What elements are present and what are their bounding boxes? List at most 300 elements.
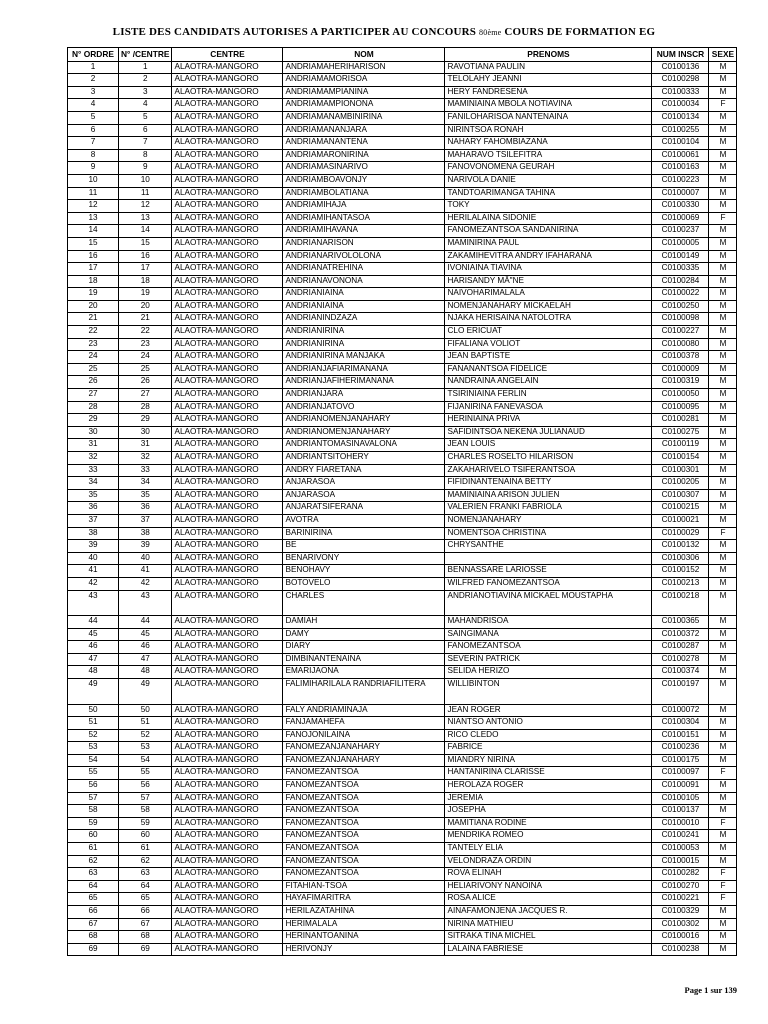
cell-n-ordre: 14 bbox=[68, 225, 119, 238]
cell-n-centre: 59 bbox=[119, 817, 172, 830]
cell-n-centre: 68 bbox=[119, 931, 172, 944]
cell-nom: HERINANTOANINA bbox=[283, 931, 445, 944]
table-row bbox=[68, 767, 737, 780]
table-row bbox=[68, 780, 737, 793]
cell-n-centre: 27 bbox=[119, 389, 172, 402]
cell-num-inscr: C0100034 bbox=[652, 99, 709, 112]
cell-centre: ALAOTRA-MANGORO bbox=[172, 288, 283, 301]
cell-prenoms: TELOLAHY JEANNI bbox=[445, 74, 652, 87]
cell-num-inscr: C0100152 bbox=[652, 565, 709, 578]
table-row bbox=[68, 565, 737, 578]
cell-sexe: M bbox=[709, 514, 737, 527]
table-row bbox=[68, 628, 737, 641]
cell-num-inscr: C0100307 bbox=[652, 489, 709, 502]
cell-centre: ALAOTRA-MANGORO bbox=[172, 376, 283, 389]
cell-n-centre: 10 bbox=[119, 174, 172, 187]
cell-nom: FANOMEZANTSOA bbox=[283, 792, 445, 805]
cell-n-centre: 1 bbox=[119, 61, 172, 74]
page-number: Page 1 sur 139 bbox=[684, 985, 737, 995]
table-row bbox=[68, 263, 737, 276]
cell-n-ordre: 56 bbox=[68, 780, 119, 793]
table-row bbox=[68, 704, 737, 717]
cell-n-ordre: 63 bbox=[68, 868, 119, 881]
cell-nom: FANOMEZANTSOA bbox=[283, 868, 445, 881]
cell-sexe: M bbox=[709, 540, 737, 553]
cell-sexe: M bbox=[709, 452, 737, 465]
cell-centre: ALAOTRA-MANGORO bbox=[172, 893, 283, 906]
cell-n-ordre: 26 bbox=[68, 376, 119, 389]
cell-nom: ANDRIANAVONONA bbox=[283, 275, 445, 288]
cell-prenoms: NARIVOLA DANIE bbox=[445, 174, 652, 187]
cell-nom: ANDRIAMIHAVANA bbox=[283, 225, 445, 238]
cell-num-inscr: C0100281 bbox=[652, 414, 709, 427]
cell-sexe: M bbox=[709, 313, 737, 326]
cell-nom: ANDRIANOMENJANAHARY bbox=[283, 414, 445, 427]
table-row bbox=[68, 489, 737, 502]
cell-prenoms: NOMENTSOA CHRISTINA bbox=[445, 527, 652, 540]
cell-nom: DIARY bbox=[283, 641, 445, 654]
cell-sexe: M bbox=[709, 666, 737, 679]
cell-prenoms: FANOVONOMENA GEURAH bbox=[445, 162, 652, 175]
cell-n-ordre: 18 bbox=[68, 275, 119, 288]
cell-centre: ALAOTRA-MANGORO bbox=[172, 514, 283, 527]
cell-nom: FANOMEZANJANAHARY bbox=[283, 754, 445, 767]
cell-n-ordre: 50 bbox=[68, 704, 119, 717]
cell-centre: ALAOTRA-MANGORO bbox=[172, 830, 283, 843]
cell-centre: ALAOTRA-MANGORO bbox=[172, 931, 283, 944]
table-row bbox=[68, 868, 737, 881]
cell-prenoms: TANDTOARIMANGA TAHINA bbox=[445, 187, 652, 200]
table-row bbox=[68, 225, 737, 238]
cell-nom: ANDRIANIAINA bbox=[283, 300, 445, 313]
cell-centre: ALAOTRA-MANGORO bbox=[172, 137, 283, 150]
cell-n-centre: 3 bbox=[119, 86, 172, 99]
cell-prenoms: JEAN BAPTISTE bbox=[445, 351, 652, 364]
cell-prenoms: TOKY bbox=[445, 200, 652, 213]
cell-sexe: M bbox=[709, 351, 737, 364]
cell-nom: FANJAMAHEFA bbox=[283, 717, 445, 730]
cell-centre: ALAOTRA-MANGORO bbox=[172, 792, 283, 805]
cell-n-ordre: 65 bbox=[68, 893, 119, 906]
cell-sexe: M bbox=[709, 376, 737, 389]
cell-n-centre: 37 bbox=[119, 514, 172, 527]
table-row bbox=[68, 464, 737, 477]
cell-sexe: M bbox=[709, 137, 737, 150]
table-row bbox=[68, 338, 737, 351]
cell-n-ordre: 33 bbox=[68, 464, 119, 477]
cell-num-inscr: C0100227 bbox=[652, 326, 709, 339]
cell-centre: ALAOTRA-MANGORO bbox=[172, 187, 283, 200]
table-row bbox=[68, 552, 737, 565]
cell-n-centre: 54 bbox=[119, 754, 172, 767]
cell-centre: ALAOTRA-MANGORO bbox=[172, 250, 283, 263]
table-row bbox=[68, 817, 737, 830]
cell-prenoms: NIRINTSOA RONAH bbox=[445, 124, 652, 137]
cell-nom: ANDRIANJAFIARIMANANA bbox=[283, 363, 445, 376]
cell-num-inscr: C0100218 bbox=[652, 590, 709, 616]
cell-num-inscr: C0100050 bbox=[652, 389, 709, 402]
table-row bbox=[68, 414, 737, 427]
cell-n-centre: 67 bbox=[119, 918, 172, 931]
cell-sexe: M bbox=[709, 843, 737, 856]
cell-sexe: M bbox=[709, 565, 737, 578]
cell-sexe: M bbox=[709, 86, 737, 99]
cell-n-ordre: 17 bbox=[68, 263, 119, 276]
cell-prenoms: TSIRINIAINA FERLIN bbox=[445, 389, 652, 402]
cell-sexe: M bbox=[709, 250, 737, 263]
table-row bbox=[68, 111, 737, 124]
cell-n-ordre: 38 bbox=[68, 527, 119, 540]
cell-sexe: F bbox=[709, 868, 737, 881]
cell-num-inscr: C0100365 bbox=[652, 616, 709, 629]
cell-nom: BE bbox=[283, 540, 445, 553]
cell-n-centre: 8 bbox=[119, 149, 172, 162]
cell-prenoms: FIFIDINANTENAINA BETTY bbox=[445, 477, 652, 490]
table-row bbox=[68, 61, 737, 74]
table-body bbox=[68, 61, 737, 956]
cell-nom: ANDRIAMARONIRINA bbox=[283, 149, 445, 162]
cell-sexe: M bbox=[709, 616, 737, 629]
cell-n-centre: 5 bbox=[119, 111, 172, 124]
cell-nom: ANJARASOA bbox=[283, 489, 445, 502]
cell-sexe: M bbox=[709, 74, 737, 87]
cell-n-centre: 11 bbox=[119, 187, 172, 200]
cell-prenoms: CLO ERICUAT bbox=[445, 326, 652, 339]
cell-num-inscr: C0100015 bbox=[652, 855, 709, 868]
cell-num-inscr: C0100105 bbox=[652, 792, 709, 805]
cell-prenoms: FANOMEZANTSOA SANDANIRINA bbox=[445, 225, 652, 238]
cell-prenoms: SEVERIN PATRICK bbox=[445, 653, 652, 666]
cell-n-ordre: 24 bbox=[68, 351, 119, 364]
cell-prenoms: NANDRAINA ANGELAIN bbox=[445, 376, 652, 389]
cell-n-centre: 17 bbox=[119, 263, 172, 276]
header-num-inscr: NUM INSCR bbox=[652, 48, 709, 62]
cell-sexe: F bbox=[709, 527, 737, 540]
cell-nom: FALY ANDRIAMINAJA bbox=[283, 704, 445, 717]
cell-n-centre: 52 bbox=[119, 729, 172, 742]
cell-num-inscr: C0100238 bbox=[652, 943, 709, 956]
cell-n-centre: 30 bbox=[119, 426, 172, 439]
cell-prenoms: ROVA ELINAH bbox=[445, 868, 652, 881]
cell-num-inscr: C0100278 bbox=[652, 653, 709, 666]
cell-centre: ALAOTRA-MANGORO bbox=[172, 389, 283, 402]
cell-n-ordre: 54 bbox=[68, 754, 119, 767]
cell-centre: ALAOTRA-MANGORO bbox=[172, 767, 283, 780]
table-row bbox=[68, 149, 737, 162]
cell-prenoms: JEREMIA bbox=[445, 792, 652, 805]
cell-prenoms: MIANDRY NIRINA bbox=[445, 754, 652, 767]
cell-n-centre: 13 bbox=[119, 212, 172, 225]
cell-centre: ALAOTRA-MANGORO bbox=[172, 212, 283, 225]
cell-num-inscr: C0100319 bbox=[652, 376, 709, 389]
cell-nom: FANOMEZANTSOA bbox=[283, 817, 445, 830]
header-centre: CENTRE bbox=[172, 48, 283, 62]
cell-prenoms: MAHARAVO TSILEFITRA bbox=[445, 149, 652, 162]
cell-sexe: M bbox=[709, 729, 737, 742]
cell-nom: ANDRY FIARETANA bbox=[283, 464, 445, 477]
table-row bbox=[68, 74, 737, 87]
table-row bbox=[68, 288, 737, 301]
cell-nom: BENOHAVY bbox=[283, 565, 445, 578]
cell-n-ordre: 31 bbox=[68, 439, 119, 452]
cell-centre: ALAOTRA-MANGORO bbox=[172, 61, 283, 74]
cell-sexe: M bbox=[709, 590, 737, 616]
cell-nom: ANJARASOA bbox=[283, 477, 445, 490]
cell-prenoms: MAHANDRISOA bbox=[445, 616, 652, 629]
cell-n-ordre: 12 bbox=[68, 200, 119, 213]
table-row bbox=[68, 540, 737, 553]
cell-num-inscr: C0100205 bbox=[652, 477, 709, 490]
cell-sexe: M bbox=[709, 237, 737, 250]
cell-n-centre: 34 bbox=[119, 477, 172, 490]
cell-num-inscr: C0100298 bbox=[652, 74, 709, 87]
table-row bbox=[68, 237, 737, 250]
cell-nom: FALIMIHARILALA RANDRIAFILITERA bbox=[283, 679, 445, 705]
cell-prenoms: SITRAKA TINA MICHEL bbox=[445, 931, 652, 944]
cell-n-centre: 46 bbox=[119, 641, 172, 654]
cell-prenoms: MENDRIKA ROMEO bbox=[445, 830, 652, 843]
cell-num-inscr: C0100374 bbox=[652, 666, 709, 679]
cell-n-ordre: 66 bbox=[68, 906, 119, 919]
cell-nom: ANDRIAMANAMBINIRINA bbox=[283, 111, 445, 124]
cell-num-inscr: C0100270 bbox=[652, 880, 709, 893]
cell-n-centre: 4 bbox=[119, 99, 172, 112]
cell-n-centre: 12 bbox=[119, 200, 172, 213]
cell-prenoms: WILLIBINTON bbox=[445, 679, 652, 705]
table-row bbox=[68, 754, 737, 767]
cell-num-inscr: C0100007 bbox=[652, 187, 709, 200]
table-row bbox=[68, 452, 737, 465]
cell-nom: ANDRIAMBOAVONJY bbox=[283, 174, 445, 187]
table-row bbox=[68, 792, 737, 805]
cell-sexe: M bbox=[709, 124, 737, 137]
table-row bbox=[68, 880, 737, 893]
cell-n-ordre: 52 bbox=[68, 729, 119, 742]
cell-nom: HERIMALALA bbox=[283, 918, 445, 931]
cell-centre: ALAOTRA-MANGORO bbox=[172, 565, 283, 578]
table-row bbox=[68, 313, 737, 326]
cell-n-centre: 41 bbox=[119, 565, 172, 578]
cell-nom: HERIVONJY bbox=[283, 943, 445, 956]
cell-num-inscr: C0100236 bbox=[652, 742, 709, 755]
cell-prenoms: HEROLAZA ROGER bbox=[445, 780, 652, 793]
cell-centre: ALAOTRA-MANGORO bbox=[172, 401, 283, 414]
cell-n-centre: 57 bbox=[119, 792, 172, 805]
cell-centre: ALAOTRA-MANGORO bbox=[172, 174, 283, 187]
cell-n-ordre: 64 bbox=[68, 880, 119, 893]
title-cycle-number: 80ème bbox=[479, 28, 502, 37]
table-row bbox=[68, 351, 737, 364]
cell-n-centre: 26 bbox=[119, 376, 172, 389]
cell-sexe: M bbox=[709, 489, 737, 502]
cell-centre: ALAOTRA-MANGORO bbox=[172, 590, 283, 616]
cell-prenoms: FIFALIANA VOLIOT bbox=[445, 338, 652, 351]
cell-n-centre: 50 bbox=[119, 704, 172, 717]
cell-centre: ALAOTRA-MANGORO bbox=[172, 527, 283, 540]
table-row bbox=[68, 742, 737, 755]
cell-n-ordre: 58 bbox=[68, 805, 119, 818]
cell-prenoms: CHRYSANTHE bbox=[445, 540, 652, 553]
cell-prenoms: HERY FANDRESENA bbox=[445, 86, 652, 99]
cell-n-ordre: 28 bbox=[68, 401, 119, 414]
header-nom: NOM bbox=[283, 48, 445, 62]
cell-prenoms: VELONDRAZA ORDIN bbox=[445, 855, 652, 868]
cell-num-inscr: C0100151 bbox=[652, 729, 709, 742]
cell-sexe: F bbox=[709, 880, 737, 893]
cell-n-ordre: 19 bbox=[68, 288, 119, 301]
cell-n-ordre: 11 bbox=[68, 187, 119, 200]
cell-n-ordre: 49 bbox=[68, 679, 119, 705]
cell-centre: ALAOTRA-MANGORO bbox=[172, 540, 283, 553]
cell-n-ordre: 3 bbox=[68, 86, 119, 99]
cell-n-centre: 65 bbox=[119, 893, 172, 906]
cell-prenoms: RAVOTIANA PAULIN bbox=[445, 61, 652, 74]
cell-n-ordre: 10 bbox=[68, 174, 119, 187]
table-row bbox=[68, 906, 737, 919]
cell-n-ordre: 2 bbox=[68, 74, 119, 87]
cell-n-centre: 39 bbox=[119, 540, 172, 553]
cell-prenoms: MAMINIRINA PAUL bbox=[445, 237, 652, 250]
cell-n-centre: 7 bbox=[119, 137, 172, 150]
cell-prenoms: BENNASSARE LARIOSSE bbox=[445, 565, 652, 578]
cell-centre: ALAOTRA-MANGORO bbox=[172, 237, 283, 250]
cell-n-ordre: 40 bbox=[68, 552, 119, 565]
cell-sexe: M bbox=[709, 805, 737, 818]
cell-n-centre: 33 bbox=[119, 464, 172, 477]
cell-sexe: F bbox=[709, 767, 737, 780]
cell-n-centre: 45 bbox=[119, 628, 172, 641]
cell-prenoms: MAMINIAINA ARISON JULIEN bbox=[445, 489, 652, 502]
table-row bbox=[68, 514, 737, 527]
cell-nom: ANDRIAMBOLATIANA bbox=[283, 187, 445, 200]
cell-nom: DAMY bbox=[283, 628, 445, 641]
cell-nom: BENARIVONY bbox=[283, 552, 445, 565]
cell-centre: ALAOTRA-MANGORO bbox=[172, 313, 283, 326]
cell-n-ordre: 8 bbox=[68, 149, 119, 162]
cell-n-ordre: 60 bbox=[68, 830, 119, 843]
cell-nom: AVOTRA bbox=[283, 514, 445, 527]
cell-num-inscr: C0100304 bbox=[652, 717, 709, 730]
cell-num-inscr: C0100080 bbox=[652, 338, 709, 351]
cell-num-inscr: C0100241 bbox=[652, 830, 709, 843]
cell-num-inscr: C0100104 bbox=[652, 137, 709, 150]
cell-sexe: M bbox=[709, 363, 737, 376]
cell-n-centre: 40 bbox=[119, 552, 172, 565]
cell-centre: ALAOTRA-MANGORO bbox=[172, 477, 283, 490]
cell-sexe: M bbox=[709, 943, 737, 956]
table-row bbox=[68, 893, 737, 906]
cell-n-ordre: 22 bbox=[68, 326, 119, 339]
cell-sexe: M bbox=[709, 552, 737, 565]
cell-nom: ANDRIAMAMPIANINA bbox=[283, 86, 445, 99]
cell-sexe: M bbox=[709, 174, 737, 187]
cell-prenoms: ZAKAMIHEVITRA ANDRY IFAHARANA bbox=[445, 250, 652, 263]
cell-centre: ALAOTRA-MANGORO bbox=[172, 351, 283, 364]
cell-nom: ANDRIANIRINA MANJAKA bbox=[283, 351, 445, 364]
cell-num-inscr: C0100282 bbox=[652, 868, 709, 881]
cell-sexe: M bbox=[709, 704, 737, 717]
cell-n-ordre: 4 bbox=[68, 99, 119, 112]
cell-num-inscr: C0100098 bbox=[652, 313, 709, 326]
cell-n-centre: 14 bbox=[119, 225, 172, 238]
table-row bbox=[68, 162, 737, 175]
cell-num-inscr: C0100132 bbox=[652, 540, 709, 553]
cell-n-ordre: 23 bbox=[68, 338, 119, 351]
cell-n-centre: 19 bbox=[119, 288, 172, 301]
cell-centre: ALAOTRA-MANGORO bbox=[172, 704, 283, 717]
table-row bbox=[68, 326, 737, 339]
table-row bbox=[68, 187, 737, 200]
cell-sexe: M bbox=[709, 641, 737, 654]
cell-prenoms: HARISANDY MÂ"NE bbox=[445, 275, 652, 288]
cell-centre: ALAOTRA-MANGORO bbox=[172, 363, 283, 376]
cell-nom: ANDRIAMANANTENA bbox=[283, 137, 445, 150]
cell-n-centre: 18 bbox=[119, 275, 172, 288]
cell-centre: ALAOTRA-MANGORO bbox=[172, 717, 283, 730]
cell-n-ordre: 7 bbox=[68, 137, 119, 150]
cell-sexe: M bbox=[709, 464, 737, 477]
cell-n-ordre: 68 bbox=[68, 931, 119, 944]
cell-n-centre: 2 bbox=[119, 74, 172, 87]
cell-sexe: M bbox=[709, 149, 737, 162]
cell-n-centre: 69 bbox=[119, 943, 172, 956]
cell-num-inscr: C0100029 bbox=[652, 527, 709, 540]
table-row bbox=[68, 300, 737, 313]
cell-sexe: F bbox=[709, 212, 737, 225]
table-row bbox=[68, 200, 737, 213]
cell-nom: ANDRIANOMENJANAHARY bbox=[283, 426, 445, 439]
cell-centre: ALAOTRA-MANGORO bbox=[172, 300, 283, 313]
cell-sexe: M bbox=[709, 439, 737, 452]
cell-n-ordre: 44 bbox=[68, 616, 119, 629]
table-row bbox=[68, 389, 737, 402]
cell-num-inscr: C0100097 bbox=[652, 767, 709, 780]
cell-sexe: M bbox=[709, 477, 737, 490]
cell-sexe: F bbox=[709, 893, 737, 906]
cell-n-ordre: 27 bbox=[68, 389, 119, 402]
table-row bbox=[68, 174, 737, 187]
cell-sexe: M bbox=[709, 300, 737, 313]
cell-n-ordre: 20 bbox=[68, 300, 119, 313]
cell-centre: ALAOTRA-MANGORO bbox=[172, 918, 283, 931]
table-row bbox=[68, 918, 737, 931]
cell-n-ordre: 1 bbox=[68, 61, 119, 74]
cell-nom: FANOMEZANTSOA bbox=[283, 780, 445, 793]
cell-centre: ALAOTRA-MANGORO bbox=[172, 679, 283, 705]
cell-num-inscr: C0100154 bbox=[652, 452, 709, 465]
cell-prenoms: HELIARIVONY NANOINA bbox=[445, 880, 652, 893]
cell-n-centre: 62 bbox=[119, 855, 172, 868]
cell-n-centre: 55 bbox=[119, 767, 172, 780]
cell-nom: FANOMEZANTSOA bbox=[283, 767, 445, 780]
cell-n-ordre: 59 bbox=[68, 817, 119, 830]
cell-sexe: M bbox=[709, 754, 737, 767]
cell-centre: ALAOTRA-MANGORO bbox=[172, 729, 283, 742]
cell-sexe: M bbox=[709, 577, 737, 590]
cell-nom: ANDRIANJAFIHERIMANANA bbox=[283, 376, 445, 389]
cell-nom: ANDRIAMASINARIVO bbox=[283, 162, 445, 175]
cell-prenoms: HERINIAINA PRIVA bbox=[445, 414, 652, 427]
cell-n-ordre: 57 bbox=[68, 792, 119, 805]
header-sexe: SEXE bbox=[709, 48, 737, 62]
cell-sexe: M bbox=[709, 679, 737, 705]
cell-sexe: M bbox=[709, 389, 737, 402]
title-main: LISTE DES CANDIDATS AUTORISES A PARTICIPER AU CONCOURS bbox=[112, 26, 480, 38]
cell-num-inscr: C0100010 bbox=[652, 817, 709, 830]
cell-prenoms: SAINGIMANA bbox=[445, 628, 652, 641]
candidates-table bbox=[67, 47, 737, 956]
cell-prenoms: NOMENJANAHARY bbox=[445, 514, 652, 527]
